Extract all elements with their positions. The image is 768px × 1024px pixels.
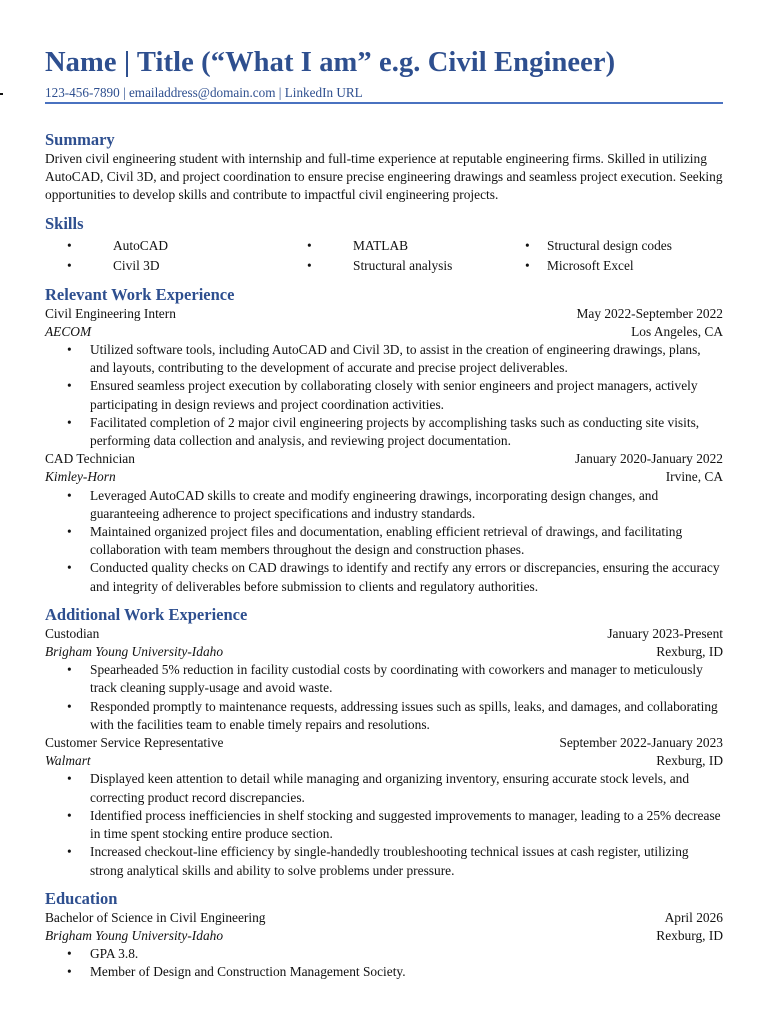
summary-text: Driven civil engineering student with internship and full-time experience at reputable engineering firms. Skilled in utilizing AutoCAD, Civil 3D, and project coordination to ensure precise engineering drawings and seamless project execution. Seeking opportunities to develop skills and contribute to impactful civil engineering projects. bbox=[45, 151, 723, 203]
job-header bbox=[45, 734, 723, 752]
list-item: • Displayed keen attention to detail while managing and organizing inventory, ensuring accurate stock levels, and correcting product record discrepancies. bbox=[67, 771, 690, 805]
job-org-line bbox=[45, 323, 723, 341]
list-item: • Ensured seamless project execution by collaborating closely with senior engineers and project managers, actively participating in design reviews and project coordination activities. bbox=[67, 378, 698, 412]
school-line bbox=[45, 927, 723, 945]
bullet-icon: • bbox=[67, 414, 72, 430]
bullet-icon: • bbox=[67, 844, 72, 860]
list-item: • Facilitated completion of 2 major civil engineering projects by accomplishing tasks such as conducting site visits, performing data collection and analysis, and reviewing project documentation. bbox=[67, 414, 700, 449]
job-entry bbox=[45, 450, 723, 596]
bullet-icon: • bbox=[67, 378, 72, 394]
job-org: Walmart bbox=[45, 753, 91, 769]
job-location: Rexburg, ID bbox=[656, 753, 723, 769]
bullet-icon: • bbox=[67, 946, 72, 962]
school: Brigham Young University-Idaho bbox=[45, 927, 224, 943]
bullet-icon: • bbox=[67, 964, 72, 980]
job-role: CAD Technician bbox=[45, 451, 135, 467]
bullet-icon: • bbox=[67, 662, 72, 678]
skill-item: • AutoCAD bbox=[45, 236, 285, 256]
education-header bbox=[45, 909, 723, 927]
relevant-experience-title: Relevant Work Experience bbox=[45, 284, 235, 304]
contact-line[interactable]: 123-456-7890 | emailaddress@domain.com | LinkedIn URL bbox=[45, 85, 363, 100]
bullet-icon: • bbox=[67, 342, 72, 358]
bullet-icon: • bbox=[525, 257, 530, 273]
list-item: • Identified process inefficiencies in shelf stocking and suggested improvements to manager, leading to a 25% decrease in time spent stocking entire produce section. bbox=[67, 807, 721, 842]
name-title-heading: Name | Title (“What I am” e.g. Civil Engineer) bbox=[45, 47, 616, 78]
job-bullets bbox=[45, 341, 723, 450]
job-location: Irvine, CA bbox=[665, 469, 723, 485]
list-item: • Responded promptly to maintenance requests, addressing issues such as spills, leaks, and damages, and collaborating with the facilities team to enable timely repairs and resolutions. bbox=[67, 698, 718, 732]
skill-item: • Structural design codes bbox=[525, 236, 723, 256]
list-item: • Increased checkout-line efficiency by single-handedly troubleshooting technical issues at cash register, utilizing strong analytical skills and ability to solve problems under pressure. bbox=[67, 844, 689, 878]
bullet-icon: • bbox=[525, 237, 530, 253]
job-header bbox=[45, 450, 723, 468]
edge-mark bbox=[0, 93, 3, 95]
header-rule bbox=[45, 102, 723, 104]
bullet-icon: • bbox=[67, 257, 72, 273]
skill-item: • MATLAB bbox=[285, 236, 525, 256]
education-title: Education bbox=[45, 888, 118, 908]
skills-title: Skills bbox=[45, 213, 84, 233]
skills-grid bbox=[45, 236, 723, 276]
skill-item: • Civil 3D bbox=[45, 256, 285, 276]
job-role: Custodian bbox=[45, 625, 100, 641]
skill-item: • Microsoft Excel bbox=[525, 256, 723, 276]
bullet-icon: • bbox=[307, 257, 312, 273]
job-org: AECOM bbox=[45, 323, 92, 339]
job-entry bbox=[45, 625, 723, 734]
job-org: Brigham Young University-Idaho bbox=[45, 644, 224, 660]
job-header bbox=[45, 305, 723, 323]
job-org-line bbox=[45, 468, 723, 486]
list-item: • Conducted quality checks on CAD drawings to identify and rectify any errors or discrepancies, ensuring the accuracy and integrity of deliverables before submission to clients and regulatory authorities. bbox=[67, 560, 720, 594]
graduation-date: April 2026 bbox=[664, 909, 723, 925]
job-bullets bbox=[45, 661, 723, 734]
list-item: • Maintained organized project files and documentation, enabling efficient retrieval of drawings, and facilitating collaboration with team members throughout the design and construction phases. bbox=[67, 524, 683, 558]
bullet-icon: • bbox=[67, 698, 72, 714]
bullet-icon: • bbox=[67, 560, 72, 576]
bullet-icon: • bbox=[67, 487, 72, 503]
bullet-icon: • bbox=[67, 771, 72, 787]
education-bullets bbox=[45, 945, 723, 981]
job-location: Rexburg, ID bbox=[656, 644, 723, 660]
bullet-icon: • bbox=[67, 524, 72, 540]
job-bullets bbox=[45, 487, 723, 596]
job-entry bbox=[45, 305, 723, 451]
job-org: Kimley-Horn bbox=[45, 469, 116, 485]
education-entry bbox=[45, 909, 723, 982]
degree: Bachelor of Science in Civil Engineering bbox=[45, 909, 266, 925]
job-org-line bbox=[45, 643, 723, 661]
job-header bbox=[45, 625, 723, 643]
skill-item: • Structural analysis bbox=[285, 256, 525, 276]
summary-title: Summary bbox=[45, 130, 115, 149]
job-role: Civil Engineering Intern bbox=[45, 305, 176, 321]
job-dates: September 2022-January 2023 bbox=[559, 735, 723, 751]
job-dates: January 2023-Present bbox=[607, 625, 723, 641]
job-org-line bbox=[45, 752, 723, 770]
job-bullets bbox=[45, 770, 723, 879]
job-dates: January 2020-January 2022 bbox=[574, 451, 723, 467]
list-item: • Member of Design and Construction Management Society. bbox=[45, 963, 723, 981]
list-item: • Leveraged AutoCAD skills to create and modify engineering drawings, incorporating design changes, and guaranteeing adherence to project specifications and industry standards. bbox=[67, 487, 659, 521]
bullet-icon: • bbox=[67, 237, 72, 253]
job-dates: May 2022-September 2022 bbox=[576, 305, 723, 321]
list-item: • Utilized software tools, including AutoCAD and Civil 3D, to assist in the creation of engineering drawings, plans, and layouts, contributing to the development of accurate and precise project deliverables. bbox=[67, 342, 701, 376]
job-location: Los Angeles, CA bbox=[631, 323, 723, 339]
job-role: Customer Service Representative bbox=[45, 735, 224, 751]
job-entry bbox=[45, 734, 723, 880]
resume-content bbox=[45, 130, 723, 982]
bullet-icon: • bbox=[67, 807, 72, 823]
school-location: Rexburg, ID bbox=[656, 927, 723, 943]
list-item: • GPA 3.8. bbox=[45, 945, 723, 963]
list-item: • Spearheaded 5% reduction in facility custodial costs by coordinating with coworkers and manager to meticulously track cleaning supply-usage and avoid waste. bbox=[67, 662, 703, 696]
additional-experience-title: Additional Work Experience bbox=[45, 604, 248, 624]
bullet-icon: • bbox=[307, 237, 312, 253]
